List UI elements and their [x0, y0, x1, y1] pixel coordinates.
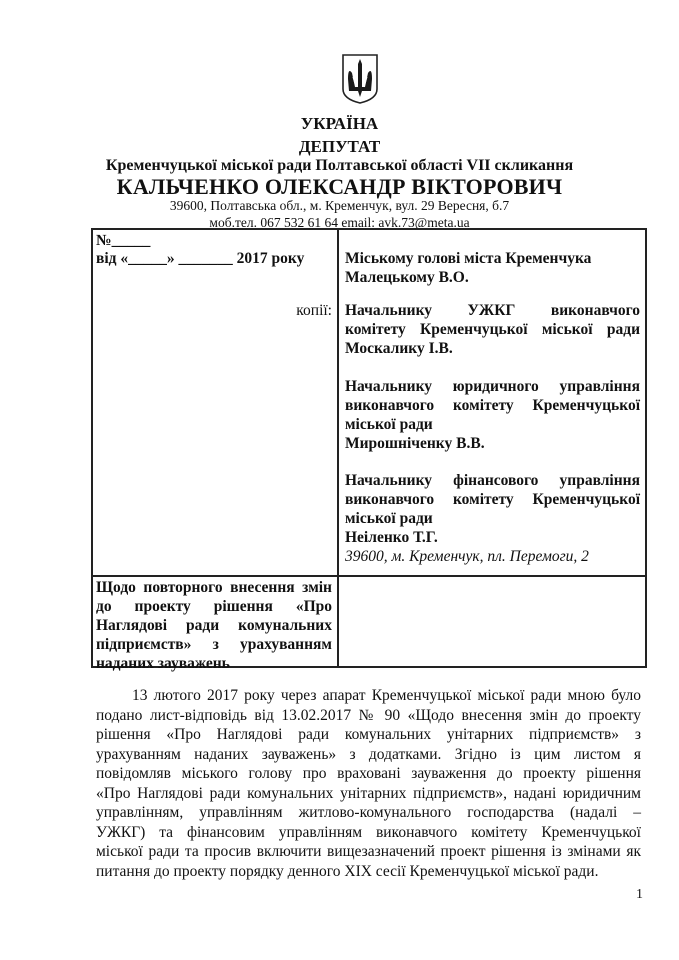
council-line: Кременчуцької міської ради Полтавської області VII скликання: [105, 157, 574, 174]
table-column-divider: [337, 230, 339, 667]
copy-line: міської ради: [345, 510, 433, 527]
address-line: 39600, Полтавська обл., м. Кременчук, вул. 29 Вересня, б.7: [169, 198, 510, 213]
letter-date: від «_____» _______ 2017 року: [96, 250, 305, 267]
letter-subject: [96, 578, 332, 673]
subject-line: підприємств» з урахуванням: [96, 636, 332, 653]
copies-label: копії:: [296, 302, 332, 319]
table-row-divider: [92, 575, 646, 577]
recipient-main: [345, 249, 640, 287]
copy-recipient-1: [345, 301, 640, 358]
letter-number: №_____: [96, 232, 151, 249]
subject-line: Наглядові ради комунальних: [96, 617, 332, 634]
deputy-name: КАЛЬЧЕНКО ОЛЕКСАНДР ВІКТОРОВИЧ: [116, 174, 563, 199]
copy-line: Начальнику юридичного управління: [345, 378, 640, 395]
body-line: 13 лютого 2017 року через апарат Кременчуцької міської ради мною було: [132, 687, 641, 704]
body-line: «Про Наглядові ради комунальних унітарних підприємств», надані юридичним: [96, 784, 641, 802]
copy-line: Москалику І.В.: [345, 340, 453, 357]
body-paragraph: [96, 686, 641, 881]
body-line: рішення «Про Наглядові ради комунальних унітарних підприємств» з: [96, 726, 641, 743]
copy-line: комітету Кременчуцької міської ради: [345, 321, 640, 338]
position-title: ДЕПУТАТ: [298, 137, 381, 156]
copy-line: Начальнику УЖКГ виконавчого: [345, 302, 640, 319]
copy-line: виконавчого комітету Кременчуцької: [345, 397, 640, 414]
recipient-main-line: Міському голові міста Кременчука: [345, 250, 592, 267]
copy-address: 39600, м. Кременчук, пл. Перемоги, 2: [345, 548, 589, 565]
page-number: 1: [636, 887, 643, 902]
recipient-main-line: Малецькому В.О.: [345, 269, 469, 286]
copy-line: виконавчого комітету Кременчуцької: [345, 491, 640, 508]
copy-line: Начальнику фінансового управління: [345, 472, 640, 489]
body-line: подано лист-відповідь від 13.02.2017 № 90 «Щодо внесення змін до проекту: [96, 706, 641, 724]
subject-line: наданих зауважень: [96, 655, 230, 672]
copy-line: Мирошніченку В.В.: [345, 435, 485, 452]
country-title: УКРАЇНА: [300, 114, 379, 133]
copy-recipient-3: [345, 471, 640, 566]
copy-line: Неіленко Т.Г.: [345, 529, 438, 546]
body-line: міської ради та просив включити вищезазначений проект рішення із змінами як: [96, 843, 641, 860]
body-line: питання до проекту порядку денного XIX сесії Кременчуцької міської ради.: [96, 862, 599, 880]
contact-line: моб.тел. 067 532 61 64 email: avk.73@meta.ua: [209, 215, 470, 230]
copy-line: міської ради: [345, 416, 433, 433]
body-line: урахуванням наданих зауважень» з додатками. Згідно із цим листом я: [96, 745, 641, 763]
body-line: УЖКГ) та фінансовим управлінням виконавчого комітету Кременчуцької: [96, 823, 641, 841]
body-line: управлінням, управлінням житлово-комунального господарства (надалі –: [96, 804, 641, 821]
subject-line: Щодо повторного внесення змін: [96, 579, 332, 596]
body-line: повідомляв міського голову про враховані зауваження до проекту рішення: [96, 765, 641, 782]
copy-recipient-2: [345, 377, 640, 453]
subject-line: до проекту рішення «Про: [96, 598, 332, 615]
coat-of-arms-icon: [341, 53, 379, 105]
